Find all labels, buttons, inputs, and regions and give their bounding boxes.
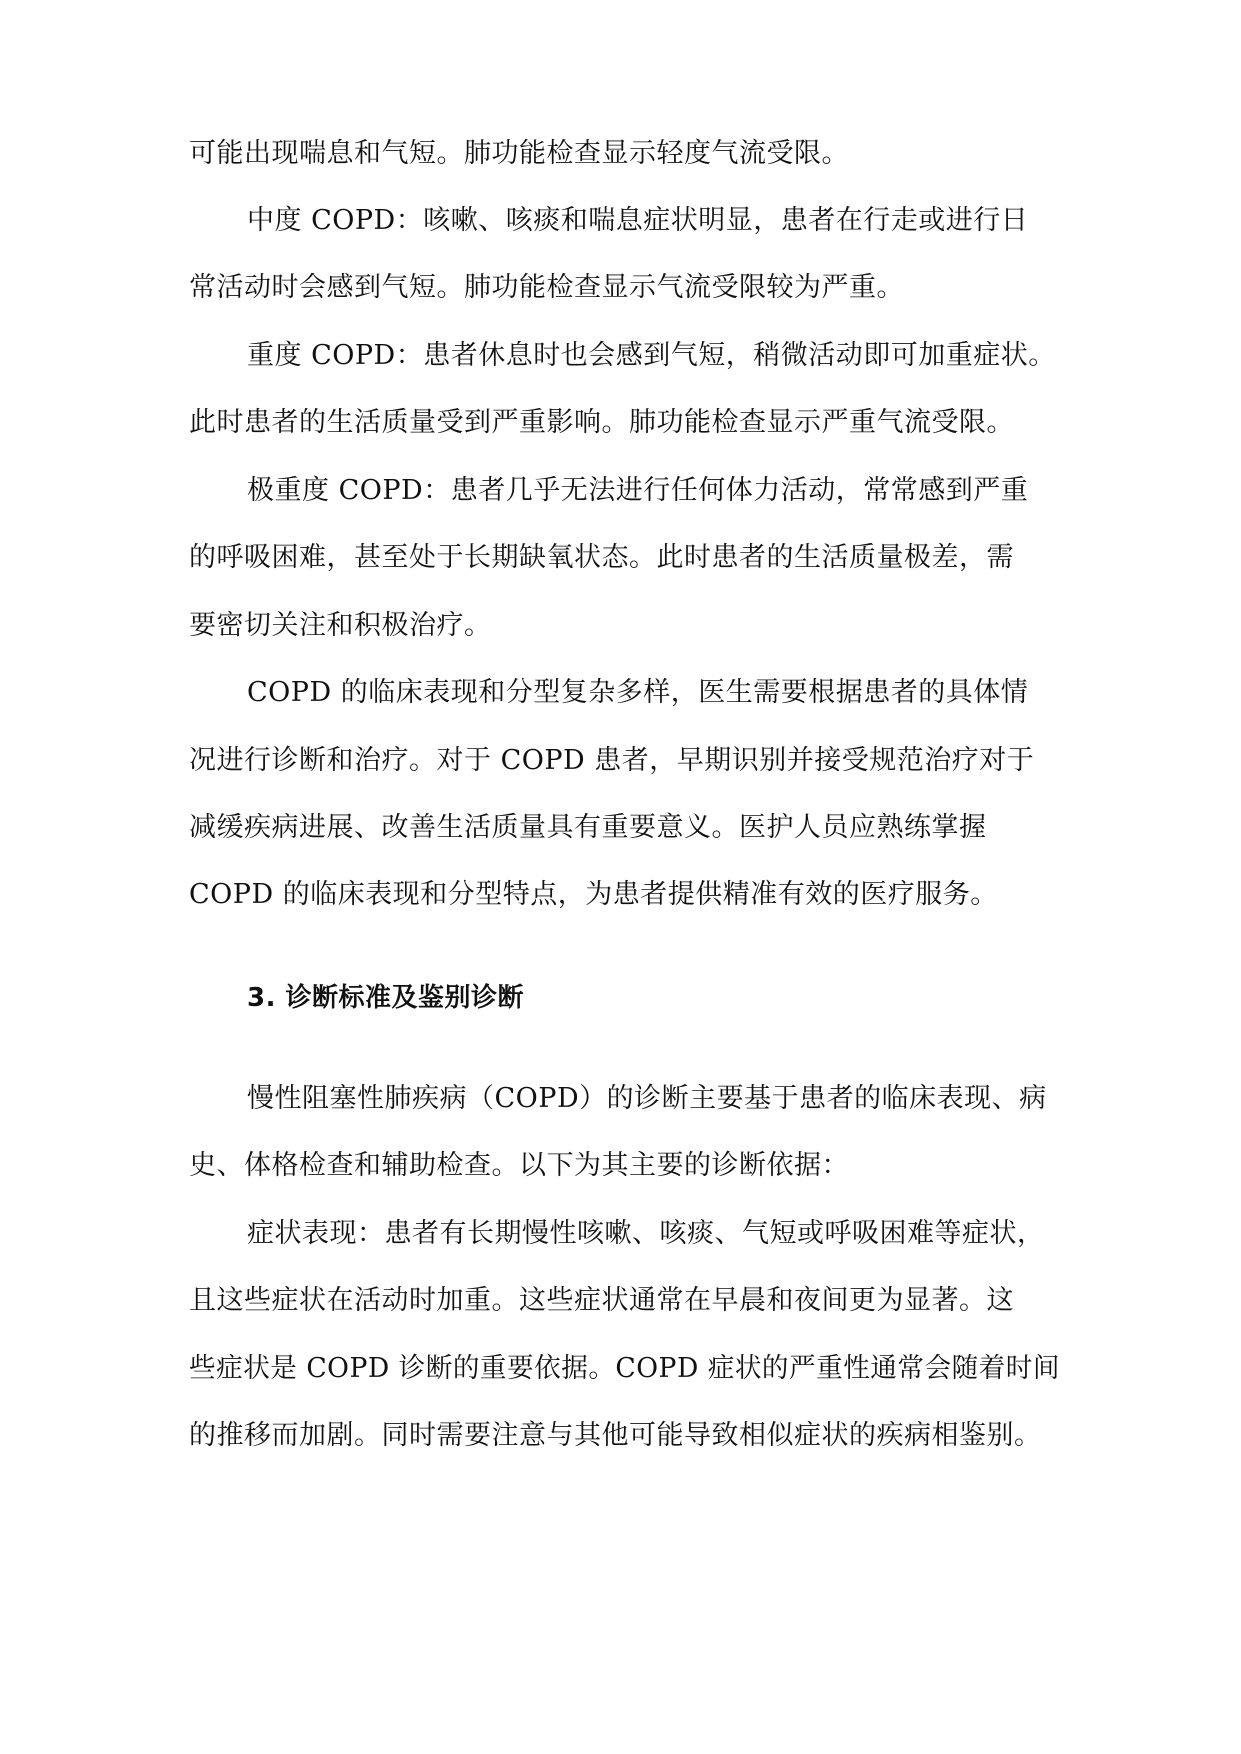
paragraph-line: 慢性阻塞性肺疾病（COPD）的诊断主要基于患者的临床表现、病 — [247, 1083, 1047, 1114]
paragraph-line: 些症状是 COPD 诊断的重要依据。COPD 症状的严重性通常会随着时间 — [189, 1353, 1060, 1384]
paragraph-line: COPD 的临床表现和分型复杂多样，医生需要根据患者的具体情 — [247, 677, 1029, 708]
paragraph-line: 的推移而加剧。同时需要注意与其他可能导致相似症状的疾病相鉴别。 — [189, 1420, 1042, 1451]
paragraph-line: 常活动时会感到气短。肺功能检查显示气流受限较为严重。 — [189, 272, 904, 303]
paragraph-line: 症状表现：患者有长期慢性咳嗽、咳痰、气短或呼吸困难等症状， — [247, 1218, 1045, 1249]
paragraph-line: 且这些症状在活动时加重。这些症状通常在早晨和夜间更为显著。这 — [189, 1285, 1014, 1316]
paragraph-line: 史、体格检查和辅助检查。以下为其主要的诊断依据： — [189, 1150, 849, 1181]
paragraph-line: 极重度 COPD：患者几乎无法进行任何体力活动，常常感到严重 — [247, 475, 1029, 506]
paragraph-line: 要密切关注和积极治疗。 — [189, 610, 492, 641]
paragraph-line: 重度 COPD：患者休息时也会感到气短，稍微活动即可加重症状。 — [247, 340, 1056, 371]
paragraph-line: 况进行诊断和治疗。对于 COPD 患者，早期识别并接受规范治疗对于 — [189, 745, 1035, 776]
paragraph-line: 的呼吸困难，甚至处于长期缺氧状态。此时患者的生活质量极差，需 — [189, 542, 1014, 573]
paragraph-line: COPD 的临床表现和分型特点，为患者提供精准有效的医疗服务。 — [189, 879, 998, 910]
paragraph-line: 减缓疾病进展、改善生活质量具有重要意义。医护人员应熟练掌握 — [189, 812, 987, 843]
paragraph-line: 中度 COPD：咳嗽、咳痰和喘息症状明显，患者在行走或进行日 — [247, 205, 1029, 236]
paragraph-line: 可能出现喘息和气短。肺功能检查显示轻度气流受限。 — [189, 138, 849, 169]
paragraph-line: 此时患者的生活质量受到严重影响。肺功能检查显示严重气流受限。 — [189, 407, 1014, 438]
section-heading: 3. 诊断标准及鉴别诊断 — [247, 983, 525, 1013]
